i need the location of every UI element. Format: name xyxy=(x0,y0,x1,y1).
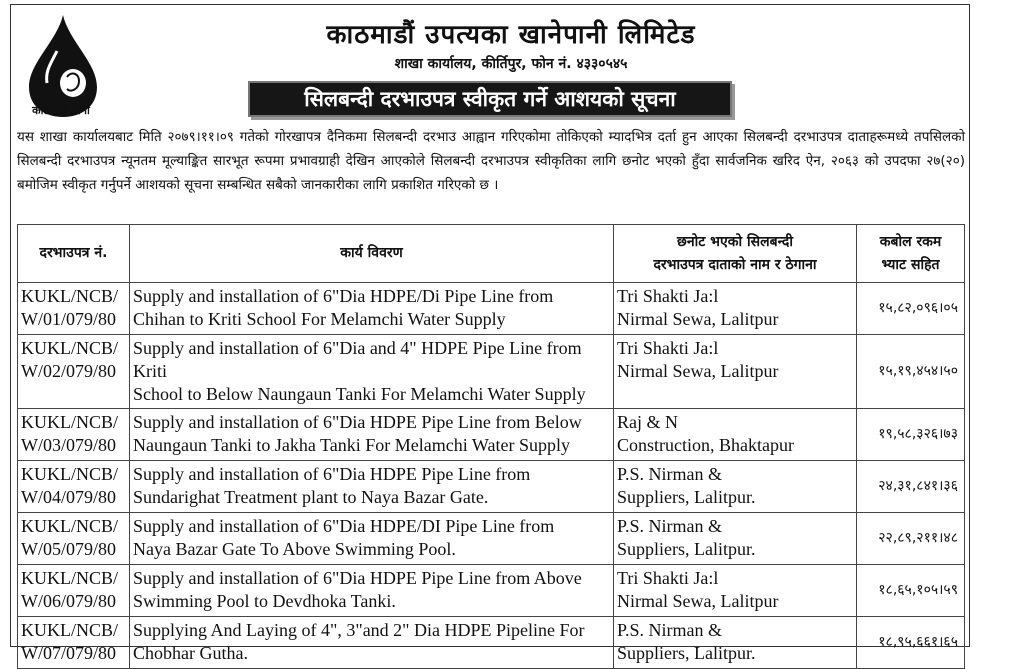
amount-cell: १५,१९,४५४।५० xyxy=(857,335,965,409)
description-cell: Supply and installation of 6"Dia HDPE/DI Pipe Line from Naya Bazar Gate To Above Swimming Pool. xyxy=(130,513,614,565)
contractor-cell: Raj & N Construction, Bhaktapur xyxy=(614,409,857,461)
header-contractor: छनोट भएको सिलबन्दी दरभाउपत्र दाताको नाम र ठेगाना xyxy=(614,225,857,283)
notice-banner: सिलबन्दी दरभाउपत्र स्वीकृत गर्ने आशयको सूचना xyxy=(248,81,732,117)
amount-cell: १८,६५,१०५।५९ xyxy=(857,565,965,617)
description-cell: Supply and installation of 6"Dia HDPE/Di Pipe Line from Chihan to Kriti School For Melamchi Water Supply xyxy=(130,283,614,335)
table-row xyxy=(18,513,965,565)
table-row xyxy=(18,335,965,409)
contractor-cell: P.S. Nirman & Suppliers, Lalitpur. xyxy=(614,513,857,565)
description-cell: Supply and installation of 6"Dia HDPE Pipe Line from Sundarighat Treatment plant to Naya Bazar Gate. xyxy=(130,461,614,513)
notice xyxy=(10,4,970,663)
logo-text: काठमाडौं पानी xyxy=(32,104,90,117)
amount-cell: १९,५८,३२६।७३ xyxy=(857,409,965,461)
bid-no-cell: KUKL/NCB/ W/05/079/80 xyxy=(18,513,130,565)
org-title: काठमाडौं उपत्यका खानेपानी लिमिटेड xyxy=(326,20,696,50)
description-cell: Supply and installation of 6"Dia HDPE Pipe Line from Above Swimming Pool to Devdhoka Tanki. xyxy=(130,565,614,617)
table-header-row xyxy=(18,225,965,283)
table-row xyxy=(18,617,965,669)
contractor-cell: Tri Shakti Ja:l Nirmal Sewa, Lalitpur xyxy=(614,565,857,617)
header-bid-no: दरभाउपत्र नं. xyxy=(18,225,130,283)
description-cell: Supply and installation of 6"Dia and 4" HDPE Pipe Line from Kriti School to Below Naungaun Tanki For Melamchi Water Supply xyxy=(130,335,614,409)
contractor-cell: P.S. Nirman & Suppliers, Lalitpur. xyxy=(614,461,857,513)
table-row xyxy=(18,283,965,335)
bid-no-cell: KUKL/NCB/ W/04/079/80 xyxy=(18,461,130,513)
header-work-description: कार्य विवरण xyxy=(130,225,614,283)
bid-no-cell: KUKL/NCB/ W/06/079/80 xyxy=(18,565,130,617)
bids-table xyxy=(17,224,965,669)
description-cell: Supply and installation of 6"Dia HDPE Pipe Line from Below Naungaun Tanki to Jakha Tanki For Melamchi Water Supply xyxy=(130,409,614,461)
bid-no-cell: KUKL/NCB/ W/01/079/80 xyxy=(18,283,130,335)
bid-no-cell: KUKL/NCB/ W/02/079/80 xyxy=(18,335,130,409)
table-row xyxy=(18,565,965,617)
description-cell: Supplying And Laying of 4", 3"and 2" Dia HDPE Pipeline For Chobhar Gutha. xyxy=(130,617,614,669)
header-amount: कबोल रकम भ्याट सहित xyxy=(857,225,965,283)
contractor-cell: Tri Shakti Ja:l Nirmal Sewa, Lalitpur xyxy=(614,335,857,409)
amount-cell: २२,८९,२११।४८ xyxy=(857,513,965,565)
table-row xyxy=(18,409,965,461)
amount-cell: १८,९५,६६१।६५ xyxy=(857,617,965,669)
intro-paragraph: यस शाखा कार्यालयबाट मिति २०७९।११।०९ गतेको गोरखापत्र दैनिकमा सिलबन्दी दरभाउ आह्वान गरिएकोमा तोकिएको म्यादभित्र दर्ता हुन आएका सिलबन्दी दरभाउपत्र दाताहरूमध्ये तपसिलको सिलबन्दी दरभाउपत्र न्यूनतम मूल्याङ्कित सारभूत रूपमा प्रभावग्राही देखिन आएकोले सिलबन्दी दरभाउपत्र स्वीकृतिका लागि छनोट भएको हुँदा सार्वजनिक खरिद ऐन, २०६३ को उपदफा २७(२०) बमोजिम स्वीकृत गर्नुपर्ने आशयको सूचना सम्बन्धित सबैको जानकारीका लागि प्रकाशित गरिएको छ । xyxy=(17,129,965,193)
water-drop-logo xyxy=(17,11,103,121)
bid-no-cell: KUKL/NCB/ W/03/079/80 xyxy=(18,409,130,461)
table-row xyxy=(18,461,965,513)
amount-cell: १५,८२,०९६।०५ xyxy=(857,283,965,335)
amount-cell: २४,३१,८४१।३६ xyxy=(857,461,965,513)
org-subtitle: शाखा कार्यालय, कीर्तिपुर, फोन नं. ४३३०५४५ xyxy=(394,56,628,72)
contractor-cell: Tri Shakti Ja:l Nirmal Sewa, Lalitpur xyxy=(614,283,857,335)
notice-header xyxy=(11,5,969,123)
bid-no-cell: KUKL/NCB/ W/07/079/80 xyxy=(18,617,130,669)
contractor-cell: P.S. Nirman & Suppliers, Lalitpur. xyxy=(614,617,857,669)
